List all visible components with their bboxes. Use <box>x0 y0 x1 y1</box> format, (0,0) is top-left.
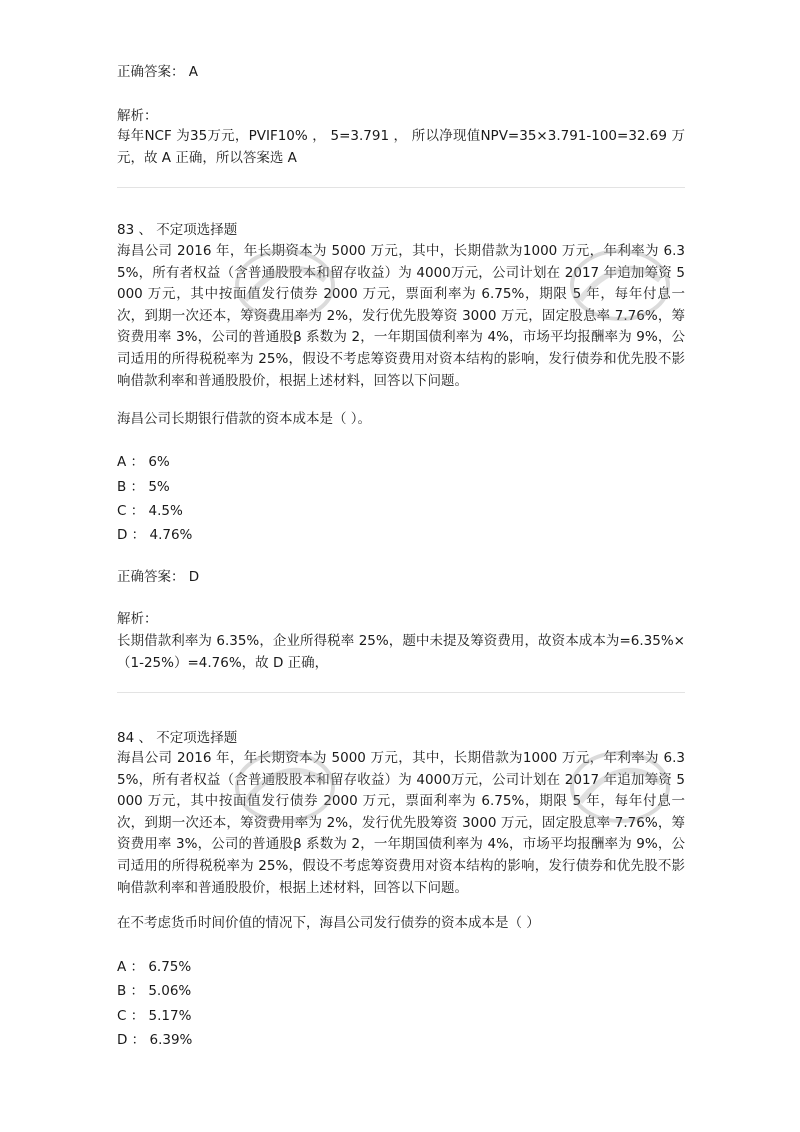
q83-answer: 正确答案： D <box>117 569 200 585</box>
prev-analysis-label: 解析： <box>117 108 158 124</box>
q84-option-c: C ： 5.17% <box>117 1008 192 1024</box>
q83-option-d: D ： 4.76% <box>117 527 193 543</box>
q83-analysis-text: 长期借款利率为 6.35%，企业所得税率 25%，题中未提及筹资费用，故资本成本为=6.35%×（1-25%）=4.76%，故 D 正确， <box>117 633 685 671</box>
q83-option-b: B ： 5% <box>117 479 170 495</box>
q83-stem: 海昌公司 2016 年，年长期资本为 5000 万元，其中，长期借款为1000 万元，年利率为 6.35%，所有者权益（含普通股股本和留存收益）为 4000万元，公司计划在 2017 年追加筹资 5000 万元，其中按面值发行债券 2000 万元，票面利率为 6.75%，期限 5 年，每年付息一次，到期一次还本，筹资费用率为 2%，发行优先股筹资 3000 万元，固定股息率 7.76%，筹资费用率 3%，公司的普通股β 系数为 2，一年期国债利率为 4%，市场平均报酬率为 9%，公司适用的所得税税率为 25%，假设不考虑筹资费用对资本结构的影响，发行债券和优先股不影响借款利率和普通股股价，根据上述材料，回答以下问题。 <box>117 243 685 389</box>
q83-option-a: A ： 6% <box>117 454 170 470</box>
q84-stem: 海昌公司 2016 年，年长期资本为 5000 万元，其中，长期借款为1000 万元，年利率为 6.35%，所有者权益（含普通股股本和留存收益）为 4000万元，公司计划在 2017 年追加筹资 5000 万元，其中按面值发行债券 2000 万元，票面利率为 6.75%，期限 5 年，每年付息一次，到期一次还本，筹资费用率为 2%，发行优先股筹资 3000 万元，固定股息率 7.76%，筹资费用率 3%，公司的普通股β 系数为 2，一年期国债利率为 4%，市场平均报酬率为 9%，公司适用的所得税税率为 25%，假设不考虑筹资费用对资本结构的影响，发行债券和优先股不影响借款利率和普通股股价，根据上述材料，回答以下问题。 <box>117 750 685 896</box>
prev-analysis-text: 每年NCF 为35万元，PVIF10% ， 5=3.791 ， 所以净现值NPV=35×3.791-100=32.69 万元，故 A 正确，所以答案选 A <box>117 128 685 166</box>
q84-question: 在不考虑货币时间价值的情况下，海昌公司发行债券的资本成本是（ ） <box>117 915 540 931</box>
divider <box>117 187 685 188</box>
q83-analysis-label: 解析： <box>117 611 158 627</box>
divider <box>117 692 685 693</box>
q84-option-a: A ： 6.75% <box>117 959 192 975</box>
q84-header: 84 、 不定项选择题 <box>117 730 238 746</box>
q84-option-d: D ： 6.39% <box>117 1032 193 1048</box>
q83-option-c: C ： 4.5% <box>117 503 183 519</box>
q83-question: 海昌公司长期银行借款的资本成本是（ ）。 <box>117 411 372 427</box>
q84-option-b: B ： 5.06% <box>117 983 192 999</box>
prev-answer: 正确答案： A <box>117 64 199 80</box>
q83-header: 83 、 不定项选择题 <box>117 222 238 238</box>
